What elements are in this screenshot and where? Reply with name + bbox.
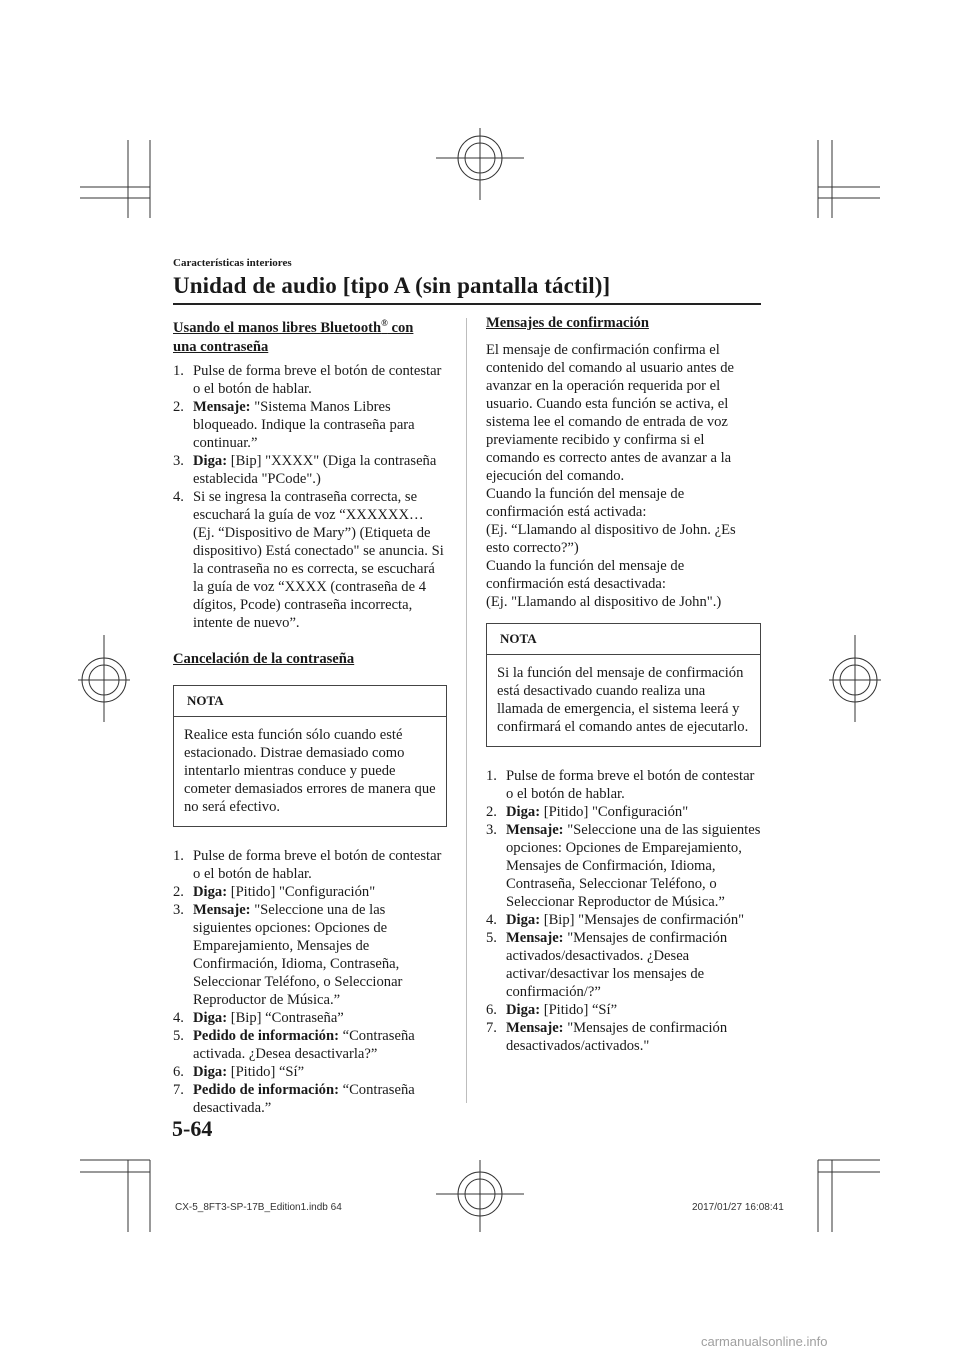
- list-item: [173, 847, 447, 883]
- step-number: 4.: [486, 912, 497, 928]
- step-label: Diga:: [506, 1002, 541, 1018]
- step-text: [506, 929, 761, 1001]
- note-title: NOTA: [174, 686, 446, 717]
- step-body: [Bip] "Mensajes de confirmación": [540, 912, 745, 928]
- step-text: [193, 1081, 447, 1117]
- step-number: 3.: [173, 901, 184, 918]
- step-text: [193, 901, 447, 1009]
- footer-timestamp: 2017/01/27 16:08:41: [692, 1202, 784, 1213]
- step-number: 7.: [173, 1081, 184, 1098]
- note-title: NOTA: [487, 624, 760, 655]
- heading-text-line2: una contraseña: [173, 338, 269, 355]
- step-number: 5.: [173, 1027, 184, 1044]
- left-column: [173, 314, 447, 1117]
- step-number: 6.: [173, 1063, 184, 1080]
- note-text: Si la función del mensaje de confirmación está desactivado cuando realiza una llamada de emergencia, el sistema leerá y confirmará el comando antes de ejecutarlo.: [497, 665, 749, 735]
- step-text: [506, 803, 761, 821]
- list-item: [486, 911, 761, 929]
- step-text: [506, 1001, 761, 1019]
- note-box: [173, 685, 447, 827]
- list-item: [486, 821, 761, 911]
- list-item: [173, 1081, 447, 1117]
- list-item: [486, 1001, 761, 1019]
- column-divider: [466, 318, 467, 1103]
- step-body: [Pitido] “Sí”: [540, 1002, 618, 1018]
- list-item: [173, 1009, 447, 1027]
- paragraph: El mensaje de confirmación confirma el contenido del comando al usuario antes de avanzar en la operación requerida por el usuario. Cuando esta función se activa, el sistema lee el comando de entrada de voz previamente recibido y confirma si el comando es correcto antes de avanzar a la ejecución del comando.: [486, 342, 735, 484]
- step-label: Mensaje:: [193, 901, 251, 918]
- step-label: Mensaje:: [506, 822, 564, 838]
- step-label: Diga:: [193, 1063, 228, 1080]
- list-item: [173, 901, 447, 1009]
- list-item: [173, 488, 447, 632]
- step-body: Pulse de forma breve el botón de contestar o el botón de hablar.: [506, 768, 755, 802]
- step-body: [Bip] "XXXX" (Diga la contraseña establecida "PCode".): [193, 452, 437, 487]
- step-number: 4.: [173, 488, 184, 505]
- step-text: [193, 1009, 447, 1027]
- note-box: [486, 623, 761, 747]
- list-item: [173, 883, 447, 901]
- step-text: [193, 883, 447, 901]
- step-number: 2.: [173, 883, 184, 900]
- step-number: 5.: [486, 930, 497, 946]
- step-text: [193, 1063, 447, 1081]
- step-number: 3.: [173, 452, 184, 469]
- paragraph: Cuando la función del mensaje de confirmación está desactivada:: [486, 558, 685, 592]
- right-column: [486, 314, 761, 1055]
- step-number: 1.: [486, 768, 497, 784]
- step-body: "Seleccione una de las siguientes opciones: Opciones de Emparejamiento, Mensajes de Confirmación, Idioma, Contraseña, Seleccionar Teléfono, o Seleccionar Reproductor de Música.”: [506, 822, 761, 910]
- list-item: [173, 452, 447, 488]
- step-body: "Mensajes de confirmación activados/desactivados. ¿Desea activar/desactivar los mensajes de confirmación/?”: [506, 930, 728, 1000]
- step-number: 7.: [486, 1020, 497, 1036]
- step-body: “Contraseña activada. ¿Desea desactivarla?”: [193, 1027, 415, 1062]
- paragraph: Cuando la función del mensaje de confirmación está activada:: [486, 486, 685, 520]
- step-number: 4.: [173, 1009, 184, 1026]
- step-body: [Bip] “Contraseña”: [227, 1009, 344, 1026]
- step-body: [Pitido] "Configuración": [227, 883, 376, 900]
- step-text: [193, 362, 447, 398]
- section-label: Características interiores: [173, 257, 292, 269]
- heading-confirmation-messages: Mensajes de confirmación: [486, 315, 649, 331]
- step-number: 1.: [173, 847, 184, 864]
- step-text: [193, 1027, 447, 1063]
- steps-list: [486, 767, 761, 1055]
- step-label: Diga:: [506, 804, 541, 820]
- list-item: [486, 1019, 761, 1055]
- step-text: [193, 398, 447, 452]
- step-number: 6.: [486, 1002, 497, 1018]
- step-label: Diga:: [193, 452, 228, 469]
- heading-cancel-password: Cancelación de la contraseña: [173, 650, 355, 667]
- step-body: “Contraseña desactivada.”: [193, 1081, 415, 1116]
- heading-bluetooth-password: [173, 314, 447, 357]
- step-number: 2.: [486, 804, 497, 820]
- step-text: [193, 847, 447, 883]
- list-item: [173, 362, 447, 398]
- step-body: "Mensajes de confirmación desactivados/activados.": [506, 1020, 728, 1054]
- heading-text: Usando el manos libres Bluetooth: [173, 319, 382, 336]
- step-label: Mensaje:: [506, 930, 564, 946]
- list-item: [486, 767, 761, 803]
- step-text: [506, 911, 761, 929]
- step-label: Pedido de información:: [193, 1027, 339, 1044]
- footer-file: CX-5_8FT3-SP-17B_Edition1.indb 64: [175, 1202, 342, 1213]
- page-title: Unidad de audio [tipo A (sin pantalla táctil)]: [173, 273, 611, 298]
- step-body: "Sistema Manos Libres bloqueado. Indique la contraseña para continuar.”: [193, 398, 415, 451]
- step-body: Si se ingresa la contraseña correcta, se escuchará la guía de voz “XXXXXX… (Ej. “Dispositivo de Mary”) (Etiqueta de dispositivo) Está conectado" se anuncia. Si la contraseña no es correcta, se escuchará la guía de voz “XXXX (contraseña de 4 dígitos, Pcode) contraseña incorrecta, intente de nuevo”.: [193, 488, 444, 631]
- note-text: Realice esta función sólo cuando esté estacionado. Distrae demasiado como intentarlo mientras conduce y puede cometer demasiados errores de manera que no será efectivo.: [184, 726, 436, 815]
- step-text: [506, 767, 761, 803]
- list-item: [173, 398, 447, 452]
- step-label: Pedido de información:: [193, 1081, 339, 1098]
- step-body: [Pitido] "Configuración": [540, 804, 689, 820]
- step-label: Mensaje:: [193, 398, 251, 415]
- list-item: [173, 1063, 447, 1081]
- steps-list: [173, 847, 447, 1117]
- step-body: Pulse de forma breve el botón de contestar o el botón de hablar.: [193, 847, 442, 882]
- step-label: Mensaje:: [506, 1020, 564, 1036]
- title-rule: [173, 303, 761, 305]
- step-text: [193, 452, 447, 488]
- paragraph: (Ej. “Llamando al dispositivo de John. ¿Es esto correcto?”): [486, 522, 736, 556]
- watermark: carmanualsonline.info: [701, 1334, 828, 1349]
- step-body: "Seleccione una de las siguientes opciones: Opciones de Emparejamiento, Mensajes de Confirmación, Idioma, Contraseña, Seleccionar Teléfono, o Seleccionar Reproductor de Música.”: [193, 901, 403, 1008]
- paragraph: (Ej. "Llamando al dispositivo de John".): [486, 594, 722, 610]
- registered-mark: ®: [381, 318, 388, 328]
- step-text: [193, 488, 447, 632]
- step-body: [Pitido] “Sí”: [227, 1063, 305, 1080]
- step-label: Diga:: [506, 912, 541, 928]
- page-number: 5-64: [172, 1116, 213, 1141]
- list-item: [173, 1027, 447, 1063]
- heading-text-tail: con: [387, 319, 414, 336]
- step-label: Diga:: [193, 1009, 228, 1026]
- step-number: 3.: [486, 822, 497, 838]
- list-item: [486, 929, 761, 1001]
- list-item: [486, 803, 761, 821]
- step-text: [506, 821, 761, 911]
- step-label: Diga:: [193, 883, 228, 900]
- step-text: [506, 1019, 761, 1055]
- steps-list: [173, 362, 447, 632]
- step-body: Pulse de forma breve el botón de contestar o el botón de hablar.: [193, 362, 442, 397]
- step-number: 1.: [173, 362, 184, 379]
- step-number: 2.: [173, 398, 184, 415]
